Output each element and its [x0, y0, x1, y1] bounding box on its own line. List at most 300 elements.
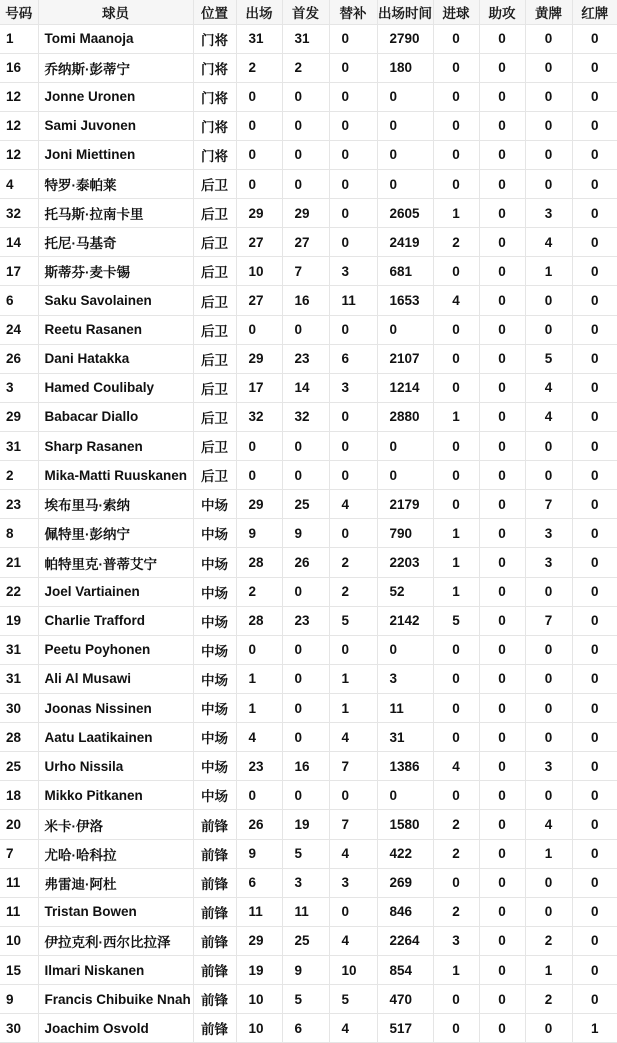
goals-cell: 0	[433, 24, 479, 53]
number-cell: 21	[0, 548, 38, 577]
number-cell: 1	[0, 24, 38, 53]
assists-cell: 0	[479, 111, 525, 140]
minutes-cell: 854	[377, 956, 433, 985]
minutes-cell: 0	[377, 781, 433, 810]
appearances-cell: 4	[236, 723, 282, 752]
red-cards-cell: 0	[572, 694, 617, 723]
red-cards-cell: 0	[572, 170, 617, 199]
yellow-cards-cell: 4	[525, 228, 572, 257]
starts-cell: 0	[282, 82, 329, 111]
position-cell: 中场	[193, 664, 236, 693]
appearances-cell: 27	[236, 286, 282, 315]
starts-cell: 0	[282, 723, 329, 752]
number-cell: 7	[0, 839, 38, 868]
column-header-number: 号码	[0, 0, 38, 24]
goals-cell: 0	[433, 868, 479, 897]
number-cell: 19	[0, 606, 38, 635]
substitute-cell: 4	[329, 1014, 377, 1043]
minutes-cell: 0	[377, 432, 433, 461]
minutes-cell: 2264	[377, 926, 433, 955]
number-cell: 9	[0, 985, 38, 1014]
substitute-cell: 2	[329, 577, 377, 606]
starts-cell: 14	[282, 373, 329, 402]
number-cell: 24	[0, 315, 38, 344]
starts-cell: 0	[282, 461, 329, 490]
position-cell: 后卫	[193, 257, 236, 286]
appearances-cell: 17	[236, 373, 282, 402]
yellow-cards-cell: 0	[525, 286, 572, 315]
minutes-cell: 470	[377, 985, 433, 1014]
yellow-cards-cell: 1	[525, 257, 572, 286]
yellow-cards-cell: 3	[525, 548, 572, 577]
goals-cell: 4	[433, 752, 479, 781]
red-cards-cell: 0	[572, 985, 617, 1014]
red-cards-cell: 0	[572, 781, 617, 810]
minutes-cell: 2142	[377, 606, 433, 635]
position-cell: 前锋	[193, 868, 236, 897]
goals-cell: 1	[433, 956, 479, 985]
substitute-cell: 0	[329, 228, 377, 257]
starts-cell: 0	[282, 111, 329, 140]
column-header-red-cards: 红牌	[572, 0, 617, 24]
player-cell: Jonne Uronen	[38, 82, 193, 111]
red-cards-cell: 0	[572, 723, 617, 752]
minutes-cell: 0	[377, 140, 433, 169]
number-cell: 23	[0, 490, 38, 519]
yellow-cards-cell: 1	[525, 839, 572, 868]
player-row	[0, 606, 617, 635]
player-row	[0, 286, 617, 315]
starts-cell: 0	[282, 170, 329, 199]
column-header-position: 位置	[193, 0, 236, 24]
appearances-cell: 31	[236, 24, 282, 53]
number-cell: 12	[0, 111, 38, 140]
player-cell: Sami Juvonen	[38, 111, 193, 140]
appearances-cell: 29	[236, 926, 282, 955]
red-cards-cell: 0	[572, 373, 617, 402]
goals-cell: 0	[433, 1014, 479, 1043]
appearances-cell: 0	[236, 111, 282, 140]
player-cell: Urho Nissila	[38, 752, 193, 781]
player-cell: Mikko Pitkanen	[38, 781, 193, 810]
player-row	[0, 810, 617, 839]
player-row	[0, 199, 617, 228]
appearances-cell: 32	[236, 402, 282, 431]
assists-cell: 0	[479, 257, 525, 286]
player-cell: Saku Savolainen	[38, 286, 193, 315]
player-cell: 斯蒂芬·麦卡锡	[38, 257, 193, 286]
player-cell: 乔纳斯·彭蒂宁	[38, 53, 193, 82]
number-cell: 15	[0, 956, 38, 985]
assists-cell: 0	[479, 897, 525, 926]
starts-cell: 0	[282, 577, 329, 606]
position-cell: 门将	[193, 24, 236, 53]
starts-cell: 25	[282, 926, 329, 955]
number-cell: 20	[0, 810, 38, 839]
substitute-cell: 0	[329, 781, 377, 810]
red-cards-cell: 0	[572, 111, 617, 140]
substitute-cell: 5	[329, 985, 377, 1014]
appearances-cell: 26	[236, 810, 282, 839]
player-cell: Ilmari Niskanen	[38, 956, 193, 985]
substitute-cell: 3	[329, 257, 377, 286]
starts-cell: 6	[282, 1014, 329, 1043]
assists-cell: 0	[479, 635, 525, 664]
position-cell: 前锋	[193, 897, 236, 926]
substitute-cell: 7	[329, 810, 377, 839]
yellow-cards-cell: 0	[525, 723, 572, 752]
yellow-cards-cell: 2	[525, 926, 572, 955]
column-header-substitute: 替补	[329, 0, 377, 24]
player-cell: Babacar Diallo	[38, 402, 193, 431]
number-cell: 29	[0, 402, 38, 431]
minutes-cell: 269	[377, 868, 433, 897]
position-cell: 前锋	[193, 839, 236, 868]
player-cell: 特罗·泰帕莱	[38, 170, 193, 199]
red-cards-cell: 0	[572, 286, 617, 315]
substitute-cell: 0	[329, 432, 377, 461]
substitute-cell: 3	[329, 868, 377, 897]
assists-cell: 0	[479, 24, 525, 53]
red-cards-cell: 0	[572, 257, 617, 286]
goals-cell: 0	[433, 664, 479, 693]
goals-cell: 0	[433, 53, 479, 82]
yellow-cards-cell: 0	[525, 170, 572, 199]
goals-cell: 0	[433, 432, 479, 461]
player-cell: Charlie Trafford	[38, 606, 193, 635]
position-cell: 门将	[193, 53, 236, 82]
player-cell: Francis Chibuike Nnah	[38, 985, 193, 1014]
number-cell: 16	[0, 53, 38, 82]
position-cell: 中场	[193, 606, 236, 635]
yellow-cards-cell: 0	[525, 461, 572, 490]
red-cards-cell: 0	[572, 956, 617, 985]
red-cards-cell: 0	[572, 606, 617, 635]
appearances-cell: 0	[236, 140, 282, 169]
red-cards-cell: 0	[572, 839, 617, 868]
number-cell: 30	[0, 694, 38, 723]
player-row	[0, 111, 617, 140]
red-cards-cell: 0	[572, 402, 617, 431]
player-cell: Hamed Coulibaly	[38, 373, 193, 402]
substitute-cell: 0	[329, 402, 377, 431]
number-cell: 31	[0, 432, 38, 461]
goals-cell: 0	[433, 723, 479, 752]
yellow-cards-cell: 7	[525, 606, 572, 635]
position-cell: 中场	[193, 548, 236, 577]
appearances-cell: 1	[236, 664, 282, 693]
yellow-cards-cell: 7	[525, 490, 572, 519]
red-cards-cell: 0	[572, 519, 617, 548]
substitute-cell: 1	[329, 694, 377, 723]
player-cell: 米卡·伊洛	[38, 810, 193, 839]
goals-cell: 0	[433, 635, 479, 664]
goals-cell: 0	[433, 985, 479, 1014]
player-row	[0, 315, 617, 344]
number-cell: 6	[0, 286, 38, 315]
starts-cell: 26	[282, 548, 329, 577]
red-cards-cell: 0	[572, 82, 617, 111]
number-cell: 28	[0, 723, 38, 752]
column-header-goals: 进球	[433, 0, 479, 24]
player-row	[0, 694, 617, 723]
player-cell: Reetu Rasanen	[38, 315, 193, 344]
yellow-cards-cell: 0	[525, 111, 572, 140]
yellow-cards-cell: 0	[525, 82, 572, 111]
assists-cell: 0	[479, 577, 525, 606]
red-cards-cell: 0	[572, 344, 617, 373]
starts-cell: 19	[282, 810, 329, 839]
yellow-cards-cell: 5	[525, 344, 572, 373]
player-row	[0, 664, 617, 693]
minutes-cell: 3	[377, 664, 433, 693]
substitute-cell: 0	[329, 24, 377, 53]
goals-cell: 0	[433, 140, 479, 169]
position-cell: 后卫	[193, 461, 236, 490]
substitute-cell: 0	[329, 53, 377, 82]
player-row	[0, 461, 617, 490]
player-cell: 佩特里·彭纳宁	[38, 519, 193, 548]
minutes-cell: 2790	[377, 24, 433, 53]
position-cell: 后卫	[193, 432, 236, 461]
appearances-cell: 0	[236, 315, 282, 344]
red-cards-cell: 0	[572, 461, 617, 490]
minutes-cell: 2203	[377, 548, 433, 577]
goals-cell: 5	[433, 606, 479, 635]
red-cards-cell: 0	[572, 897, 617, 926]
red-cards-cell: 0	[572, 635, 617, 664]
yellow-cards-cell: 4	[525, 810, 572, 839]
position-cell: 后卫	[193, 170, 236, 199]
red-cards-cell: 0	[572, 926, 617, 955]
position-cell: 门将	[193, 82, 236, 111]
player-cell: Mika-Matti Ruuskanen	[38, 461, 193, 490]
yellow-cards-cell: 2	[525, 985, 572, 1014]
minutes-cell: 0	[377, 82, 433, 111]
assists-cell: 0	[479, 140, 525, 169]
starts-cell: 23	[282, 606, 329, 635]
player-cell: Joonas Nissinen	[38, 694, 193, 723]
appearances-cell: 0	[236, 461, 282, 490]
red-cards-cell: 0	[572, 490, 617, 519]
red-cards-cell: 0	[572, 140, 617, 169]
assists-cell: 0	[479, 694, 525, 723]
appearances-cell: 2	[236, 577, 282, 606]
player-cell: Aatu Laatikainen	[38, 723, 193, 752]
position-cell: 前锋	[193, 956, 236, 985]
substitute-cell: 0	[329, 140, 377, 169]
yellow-cards-cell: 0	[525, 577, 572, 606]
red-cards-cell: 0	[572, 810, 617, 839]
substitute-cell: 3	[329, 373, 377, 402]
starts-cell: 11	[282, 897, 329, 926]
minutes-cell: 1580	[377, 810, 433, 839]
starts-cell: 0	[282, 432, 329, 461]
player-row	[0, 897, 617, 926]
header-row	[0, 0, 617, 24]
starts-cell: 7	[282, 257, 329, 286]
assists-cell: 0	[479, 170, 525, 199]
player-cell: 托马斯·拉南卡里	[38, 199, 193, 228]
assists-cell: 0	[479, 519, 525, 548]
substitute-cell: 0	[329, 461, 377, 490]
red-cards-cell: 0	[572, 228, 617, 257]
starts-cell: 25	[282, 490, 329, 519]
appearances-cell: 19	[236, 956, 282, 985]
substitute-cell: 2	[329, 548, 377, 577]
substitute-cell: 4	[329, 926, 377, 955]
number-cell: 31	[0, 664, 38, 693]
substitute-cell: 7	[329, 752, 377, 781]
minutes-cell: 2179	[377, 490, 433, 519]
player-row	[0, 373, 617, 402]
number-cell: 31	[0, 635, 38, 664]
minutes-cell: 0	[377, 635, 433, 664]
yellow-cards-cell: 0	[525, 694, 572, 723]
goals-cell: 0	[433, 315, 479, 344]
assists-cell: 0	[479, 402, 525, 431]
substitute-cell: 0	[329, 199, 377, 228]
column-header-assists: 助攻	[479, 0, 525, 24]
player-row	[0, 140, 617, 169]
assists-cell: 0	[479, 373, 525, 402]
minutes-cell: 1214	[377, 373, 433, 402]
player-cell: Tomi Maanoja	[38, 24, 193, 53]
minutes-cell: 180	[377, 53, 433, 82]
assists-cell: 0	[479, 956, 525, 985]
starts-cell: 3	[282, 868, 329, 897]
column-header-starts: 首发	[282, 0, 329, 24]
minutes-cell: 0	[377, 315, 433, 344]
assists-cell: 0	[479, 752, 525, 781]
player-cell: Peetu Poyhonen	[38, 635, 193, 664]
minutes-cell: 31	[377, 723, 433, 752]
minutes-cell: 681	[377, 257, 433, 286]
red-cards-cell: 0	[572, 432, 617, 461]
player-row	[0, 926, 617, 955]
player-cell: Joel Vartiainen	[38, 577, 193, 606]
minutes-cell: 2880	[377, 402, 433, 431]
minutes-cell: 422	[377, 839, 433, 868]
appearances-cell: 29	[236, 199, 282, 228]
position-cell: 前锋	[193, 810, 236, 839]
substitute-cell: 0	[329, 635, 377, 664]
position-cell: 中场	[193, 577, 236, 606]
player-rows	[0, 24, 617, 1043]
number-cell: 4	[0, 170, 38, 199]
player-row	[0, 170, 617, 199]
position-cell: 后卫	[193, 228, 236, 257]
position-cell: 中场	[193, 694, 236, 723]
player-cell: Dani Hatakka	[38, 344, 193, 373]
starts-cell: 5	[282, 985, 329, 1014]
appearances-cell: 0	[236, 635, 282, 664]
yellow-cards-cell: 4	[525, 373, 572, 402]
player-row	[0, 548, 617, 577]
goals-cell: 1	[433, 199, 479, 228]
minutes-cell: 1386	[377, 752, 433, 781]
number-cell: 2	[0, 461, 38, 490]
minutes-cell: 52	[377, 577, 433, 606]
starts-cell: 23	[282, 344, 329, 373]
assists-cell: 0	[479, 199, 525, 228]
minutes-cell: 0	[377, 170, 433, 199]
substitute-cell: 11	[329, 286, 377, 315]
player-row	[0, 635, 617, 664]
position-cell: 中场	[193, 519, 236, 548]
position-cell: 后卫	[193, 402, 236, 431]
minutes-cell: 11	[377, 694, 433, 723]
starts-cell: 29	[282, 199, 329, 228]
yellow-cards-cell: 3	[525, 519, 572, 548]
number-cell: 12	[0, 82, 38, 111]
starts-cell: 0	[282, 140, 329, 169]
goals-cell: 1	[433, 577, 479, 606]
substitute-cell: 4	[329, 723, 377, 752]
player-row	[0, 402, 617, 431]
yellow-cards-cell: 0	[525, 24, 572, 53]
number-cell: 11	[0, 897, 38, 926]
minutes-cell: 2605	[377, 199, 433, 228]
minutes-cell: 1653	[377, 286, 433, 315]
starts-cell: 9	[282, 519, 329, 548]
column-header-appearances: 出场	[236, 0, 282, 24]
appearances-cell: 23	[236, 752, 282, 781]
red-cards-cell: 0	[572, 315, 617, 344]
player-row	[0, 577, 617, 606]
number-cell: 18	[0, 781, 38, 810]
starts-cell: 9	[282, 956, 329, 985]
position-cell: 门将	[193, 111, 236, 140]
column-header-minutes: 出场时间	[377, 0, 433, 24]
yellow-cards-cell: 0	[525, 140, 572, 169]
goals-cell: 0	[433, 694, 479, 723]
minutes-cell: 790	[377, 519, 433, 548]
column-header-player: 球员	[38, 0, 193, 24]
appearances-cell: 11	[236, 897, 282, 926]
assists-cell: 0	[479, 664, 525, 693]
yellow-cards-cell: 0	[525, 1014, 572, 1043]
starts-cell: 0	[282, 781, 329, 810]
appearances-cell: 28	[236, 606, 282, 635]
assists-cell: 0	[479, 985, 525, 1014]
player-row	[0, 839, 617, 868]
player-row	[0, 432, 617, 461]
starts-cell: 31	[282, 24, 329, 53]
player-cell: 托尼·马基奇	[38, 228, 193, 257]
goals-cell: 0	[433, 490, 479, 519]
position-cell: 前锋	[193, 926, 236, 955]
player-row	[0, 257, 617, 286]
player-row	[0, 752, 617, 781]
assists-cell: 0	[479, 1014, 525, 1043]
assists-cell: 0	[479, 53, 525, 82]
assists-cell: 0	[479, 344, 525, 373]
yellow-cards-cell: 3	[525, 752, 572, 781]
assists-cell: 0	[479, 461, 525, 490]
starts-cell: 5	[282, 839, 329, 868]
player-cell: 伊拉克利·西尔比拉泽	[38, 926, 193, 955]
assists-cell: 0	[479, 548, 525, 577]
starts-cell: 16	[282, 286, 329, 315]
position-cell: 后卫	[193, 286, 236, 315]
goals-cell: 2	[433, 228, 479, 257]
appearances-cell: 10	[236, 257, 282, 286]
minutes-cell: 2419	[377, 228, 433, 257]
number-cell: 10	[0, 926, 38, 955]
goals-cell: 1	[433, 402, 479, 431]
appearances-cell: 6	[236, 868, 282, 897]
